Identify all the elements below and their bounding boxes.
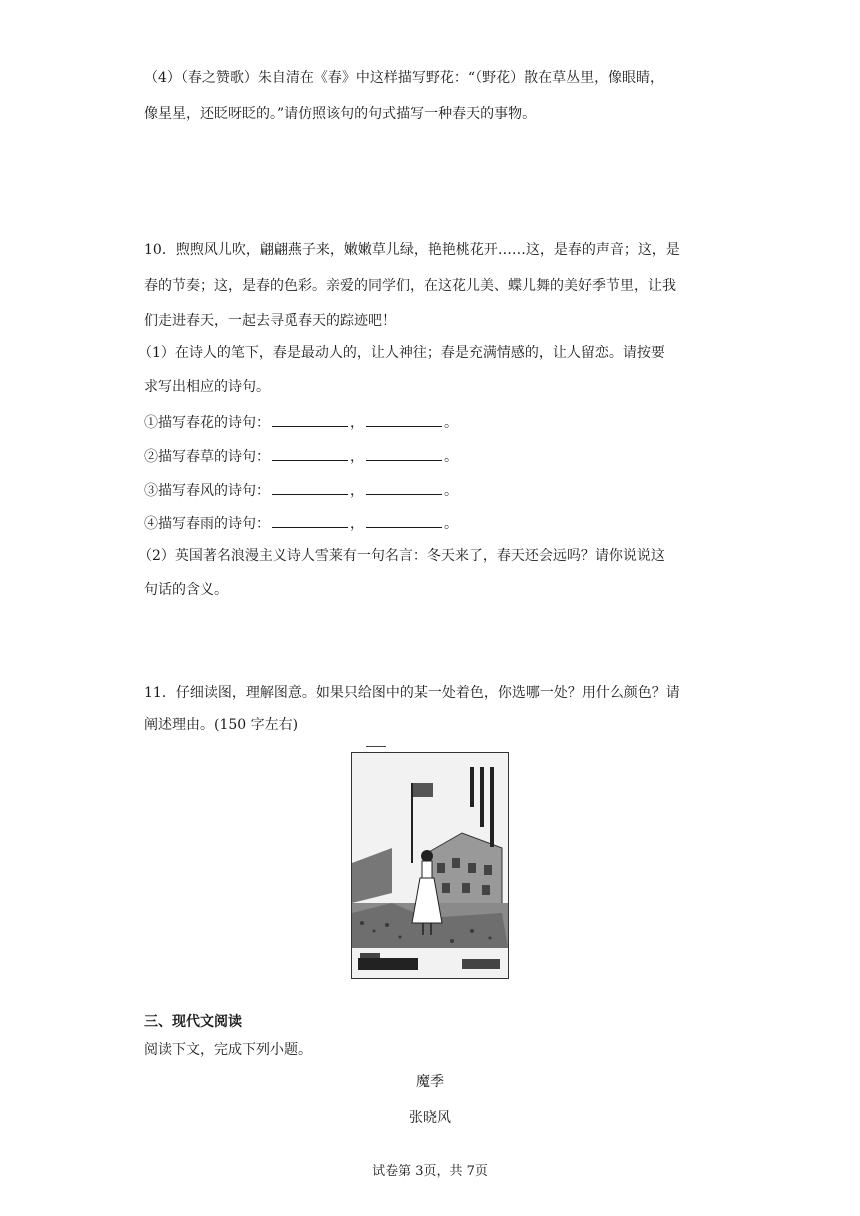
answer-blank[interactable] (272, 480, 348, 495)
item-label: ④描写春雨的诗句： (144, 516, 270, 532)
q10-sub1-line-1: （1）在诗人的笔下，春是最动人的，让人神往；春是充满情感的，让人留恋。请按要 (138, 345, 665, 361)
q10-item-spring-rain: ④描写春雨的诗句： ， 。 (144, 513, 458, 534)
q10-sub2-line-1: （2）英国著名浪漫主义诗人雪莱有一句名言：冬天来了，春天还会远吗？请你说说这 (138, 548, 665, 564)
q10-item-spring-wind: ③描写春风的诗句： ， 。 (144, 480, 458, 501)
item-label: ③描写春风的诗句： (144, 483, 270, 499)
section-heading: 三、现代文阅读 (144, 1014, 242, 1030)
answer-blank[interactable] (366, 513, 442, 528)
answer-blank[interactable] (366, 480, 442, 495)
article-author: 张晓风 (409, 1110, 451, 1126)
item-label: ①描写春花的诗句： (144, 415, 270, 431)
poster-illustration (351, 752, 509, 979)
article-title: 魔季 (416, 1074, 444, 1090)
poster-drawing (352, 753, 508, 978)
q10-sub1-line-2: 求写出相应的诗句。 (144, 379, 270, 395)
q10-item-spring-grass: ②描写春草的诗句： ， 。 (144, 446, 458, 467)
page-footer: 试卷第 3页，共 7页 (372, 1164, 488, 1179)
section-instruction: 阅读下文，完成下列小题。 (144, 1042, 312, 1058)
answer-blank[interactable] (272, 513, 348, 528)
answer-blank[interactable] (366, 446, 442, 461)
answer-blank[interactable] (272, 412, 348, 427)
flag-icon (413, 783, 433, 797)
scan-mark (366, 746, 386, 747)
logo (462, 959, 500, 969)
q10-item-spring-flower: ①描写春花的诗句： ， 。 (144, 412, 458, 433)
q10-intro-line-2: 春的节奏；这，是春的色彩。亲爱的同学们，在这花儿美、蝶儿舞的美好季节里，让我 (144, 278, 676, 294)
q11-line-1: 11．仔细读图，理解图意。如果只给图中的某一处着色，你选哪一处？用什么颜色？请 (144, 685, 680, 701)
banner (358, 958, 418, 970)
q11-line-2: 阐述理由。(150 字左右) (144, 717, 299, 733)
q10-intro-line-3: 们走进春天，一起去寻觅春天的踪迹吧！ (144, 313, 396, 329)
item-label: ②描写春草的诗句： (144, 449, 270, 465)
q9-4-line-2: 像星星，还眨呀眨的。”请仿照该句的句式描写一种春天的事物。 (144, 106, 537, 122)
q10-sub2-line-2: 句话的含义。 (144, 582, 228, 598)
q9-4-line-1: （4）（春之赞歌）朱自清在《春》中这样描写野花：“（野花）散在草丛里，像眼睛， (144, 70, 665, 86)
girl-head (421, 850, 433, 862)
answer-blank[interactable] (366, 412, 442, 427)
answer-blank[interactable] (272, 446, 348, 461)
q10-intro-line-1: 10．煦煦风儿吹，翩翩燕子来，嫩嫩草儿绿，艳艳桃花开……这，是春的声音；这，是 (144, 242, 680, 258)
